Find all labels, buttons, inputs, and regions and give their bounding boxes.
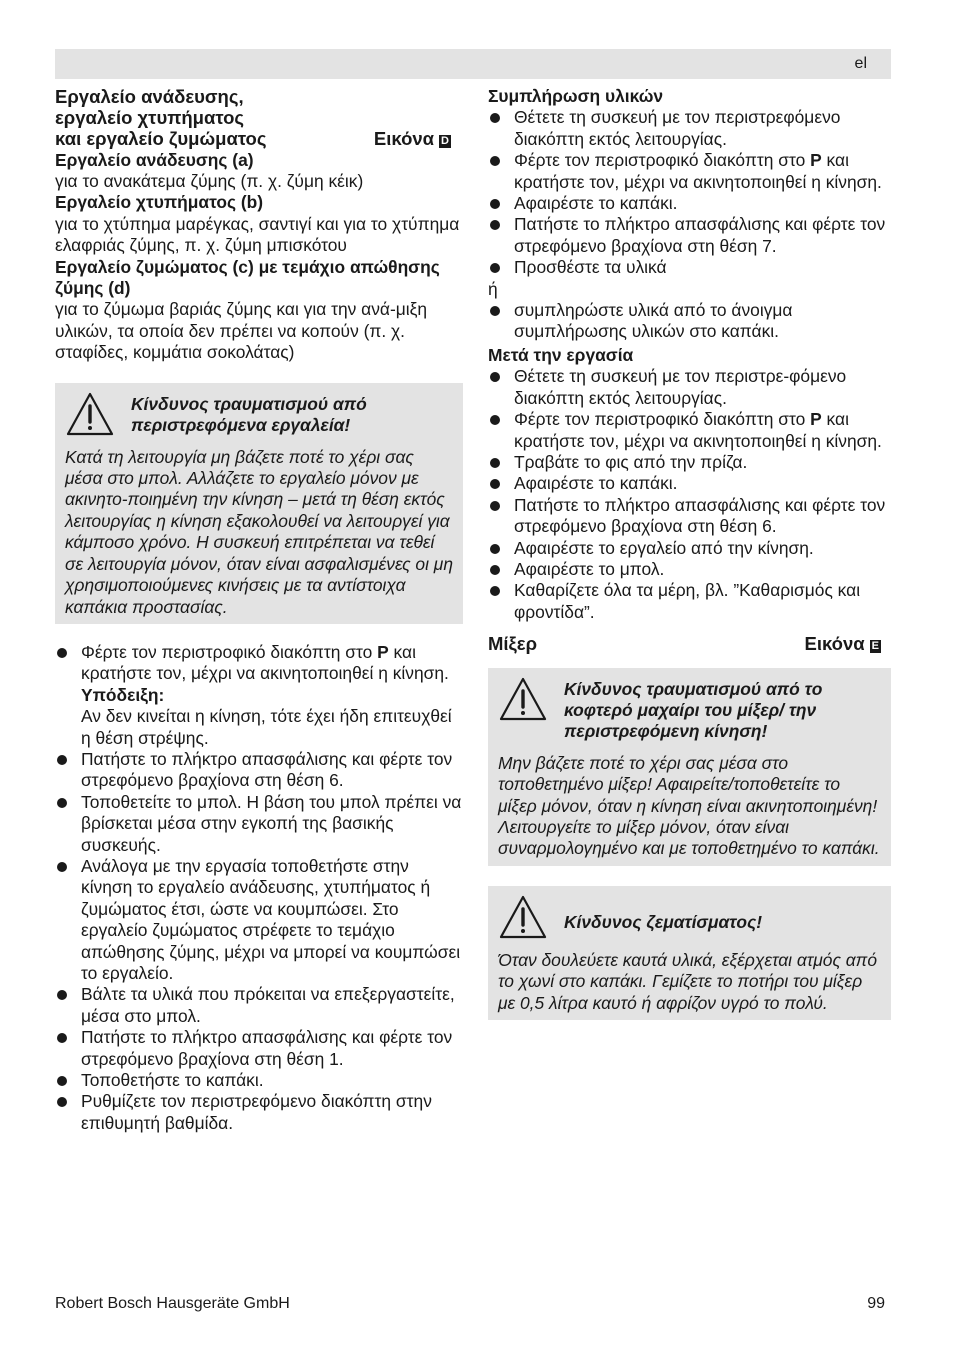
list-item: Φέρτε τον περιστροφικό διακόπτη στο P και κρατήστε τον, μέχρι να ακινητοποιηθεί η κίνηση. — [488, 150, 891, 193]
right-column — [488, 86, 891, 1020]
list-item: Καθαρίζετε όλα τα μέρη, βλ. ”Καθαρισμός και φροντίδα”. — [488, 580, 891, 623]
refill-list — [488, 107, 891, 278]
list-item: Θέτετε τη συσκευή με τον περιστρεφόμενο διακόπτη εκτός λειτουργίας. — [488, 107, 891, 150]
warning-triangle-icon — [498, 894, 548, 940]
list-item: Τοποθετήστε το καπάκι. — [55, 1070, 463, 1091]
left-column — [55, 86, 463, 1134]
warning-text: Μην βάζετε ποτέ το χέρι σας μέσα στο τοποθετημένο μίξερ! Αφαιρείτε/τοποθετείτε το μίξερ μόνον, όταν η κίνηση είναι ακινητοποιημένη! Λειτουργείτε το μίξερ μόνον, όταν είναι συναρμολογημένο και με τοποθετημένο το καπάκι. — [498, 752, 880, 859]
tool-a-heading: Εργαλείο ανάδευσης (a) — [55, 149, 254, 170]
warning-box — [488, 886, 891, 1020]
tool-c-heading: Εργαλείο ζυμώματος (c) με τεμάχιο απώθησης ζύμης (d) — [55, 256, 440, 299]
instruction-list — [55, 642, 463, 1134]
figure-letter-box: E — [871, 640, 879, 653]
list-item: Αφαιρέστε το εργαλείο από την κίνηση. — [488, 538, 891, 559]
section-title: Εργαλείο ανάδευσης, εργαλείο χτυπήματος και εργαλείο ζυμώματος Εικόνα D — [55, 86, 449, 150]
list-item: Ανάλογα με την εργασία τοποθετήστε στην κίνηση το εργαλείο ανάδευσης, χτυπήματος ή ζυμώματος έτσι, ώστε να κουμπώσει. Στο εργαλείο ζυμώματος στρέφετε το τεμάχιο απώθησης ζύμης, μέχρι να μπορεί να κουμπώσει το εργαλείο. — [55, 856, 463, 984]
list-item: Πατήστε το πλήκτρο απασφάλισης και φέρτε τον στρεφόμενο βραχίονα στη θέση 7. — [488, 214, 891, 257]
list-item: Τοποθετείτε το μπολ. Η βάση του μπολ πρέπει να βρίσκεται μέσα στην εγκοπή της βασικής συσκευής. — [55, 792, 463, 856]
hint-label: Υπόδειξη: — [81, 684, 165, 705]
refill-heading: Συμπλήρωση υλικών — [488, 86, 664, 106]
warning-box — [488, 668, 891, 866]
list-item: συμπληρώστε υλικά από το άνοιγμα συμπλήρωσης υλικών στο καπάκι. — [488, 300, 891, 343]
list-item: Πατήστε το πλήκτρο απασφάλισης και φέρτε τον στρεφόμενο βραχίονα στη θέση 6. — [488, 495, 891, 538]
tool-b-text: για το χτύπημα μαρέγκας, σαντιγί και για το χτύπημα ελαφριάς ζύμης, π. χ. ζύμη μπισκότου — [55, 213, 460, 256]
refill-list-continued — [488, 300, 891, 343]
tool-b-heading: Εργαλείο χτυπήματος (b) — [55, 192, 264, 213]
warning-box — [55, 383, 463, 624]
list-item: Αφαιρέστε το καπάκι. — [488, 473, 891, 494]
page-number: 99 — [867, 1295, 885, 1312]
language-code: el — [854, 55, 867, 72]
tool-a-text: για το ανακάτεμα ζύμης (π. χ. ζύμη κέικ) — [55, 171, 364, 192]
list-item: Φέρτε τον περιστροφικό διακόπτη στο P και κρατήστε τον, μέχρι να ακινητοποιηθεί η κίνηση. Υπόδειξη: Αν δεν κινείται η κίνηση, τότε έχει ήδη επιτευχθεί η θέση στρέψης. — [55, 642, 463, 749]
warning-title: Κίνδυνος ζεματίσματος! — [564, 911, 763, 932]
after-work-list — [488, 366, 891, 623]
figure-letter-box: D — [441, 135, 449, 148]
tool-c-text: για το ζύμωμα βαριάς ζύμης και για την ανά-μιξη υλικών, τα οποία δεν πρέπει να κοπούν (π. χ. σταφίδες, κομμάτια σοκολάτας) — [55, 299, 428, 363]
list-item: Προσθέστε τα υλικά — [488, 257, 891, 278]
list-item: Πατήστε το πλήκτρο απασφάλισης και φέρτε τον στρεφόμενο βραχίονα στη θέση 6. — [55, 749, 463, 792]
warning-title: Κίνδυνος τραυματισμού από περιστρεφόμενα εργαλεία! — [131, 393, 367, 436]
list-item: Βάλτε τα υλικά που πρόκειται να επεξεργαστείτε, μέσα στο μπολ. — [55, 984, 463, 1027]
list-item: Φέρτε τον περιστροφικό διακόπτη στο P και κρατήστε τον, μέχρι να ακινητοποιηθεί η κίνηση. — [488, 409, 891, 452]
footer-company: Robert Bosch Hausgeräte GmbH — [55, 1295, 290, 1312]
warning-triangle-icon — [498, 676, 548, 722]
list-item: Θέτετε τη συσκευή με τον περιστρε-φόμενο διακόπτη εκτός λειτουργίας. — [488, 366, 891, 409]
warning-text: Κατά τη λειτουργία μη βάζετε ποτέ το χέρι σας μέσα στο μπολ. Αλλάζετε το εργαλείο μόνον με ακινητο-ποιημένη την κίνηση – μετά τη θέση εκτός λειτουργίας η κίνηση εξακολουθεί να λειτουργεί για κάμποσο χρόνο. Η συσκευή επιτρέπεται να τεθεί σε λειτουργία μόνον, όταν είναι ασφαλισμένες οι μη χρησιμοποιούμενες κινήσεις με τα αντίστοιχα καπάκια προστασίας. — [65, 446, 453, 617]
warning-text: Όταν δουλεύετε καυτά υλικά, εξέρχεται ατμός από το χωνί στο καπάκι. Γεμίζετε το ποτήρι του μίξερ με 0,5 λίτρα καυτό ή αφρίζον υγρό το πολύ. — [498, 949, 877, 1013]
figure-reference: Εικόνα D — [373, 128, 449, 150]
mixer-heading: Μίξερ Εικόνα E — [488, 633, 879, 655]
header-bar — [55, 49, 891, 79]
or-text: ή — [488, 278, 498, 299]
warning-triangle-icon — [65, 391, 115, 437]
after-work-heading: Μετά την εργασία — [488, 344, 634, 365]
list-item: Αφαιρέστε το καπάκι. — [488, 193, 891, 214]
figure-reference: Εικόνα E — [804, 633, 879, 655]
list-item: Τραβάτε το φις από την πρίζα. — [488, 452, 891, 473]
hint-text: Αν δεν κινείται η κίνηση, τότε έχει ήδη επιτευχθεί η θέση στρέψης. — [81, 706, 452, 748]
list-item: Αφαιρέστε το μπολ. — [488, 559, 891, 580]
list-item: Πατήστε το πλήκτρο απασφάλισης και φέρτε τον στρεφόμενο βραχίονα στη θέση 1. — [55, 1027, 463, 1070]
warning-title: Κίνδυνος τραυματισμού από το κοφτερό μαχαίρι του μίξερ/ την περιστρεφόμενη κίνηση! — [564, 678, 823, 742]
list-item: Ρυθμίζετε τον περιστρεφόμενο διακόπτη στην επιθυμητή βαθμίδα. — [55, 1091, 463, 1134]
